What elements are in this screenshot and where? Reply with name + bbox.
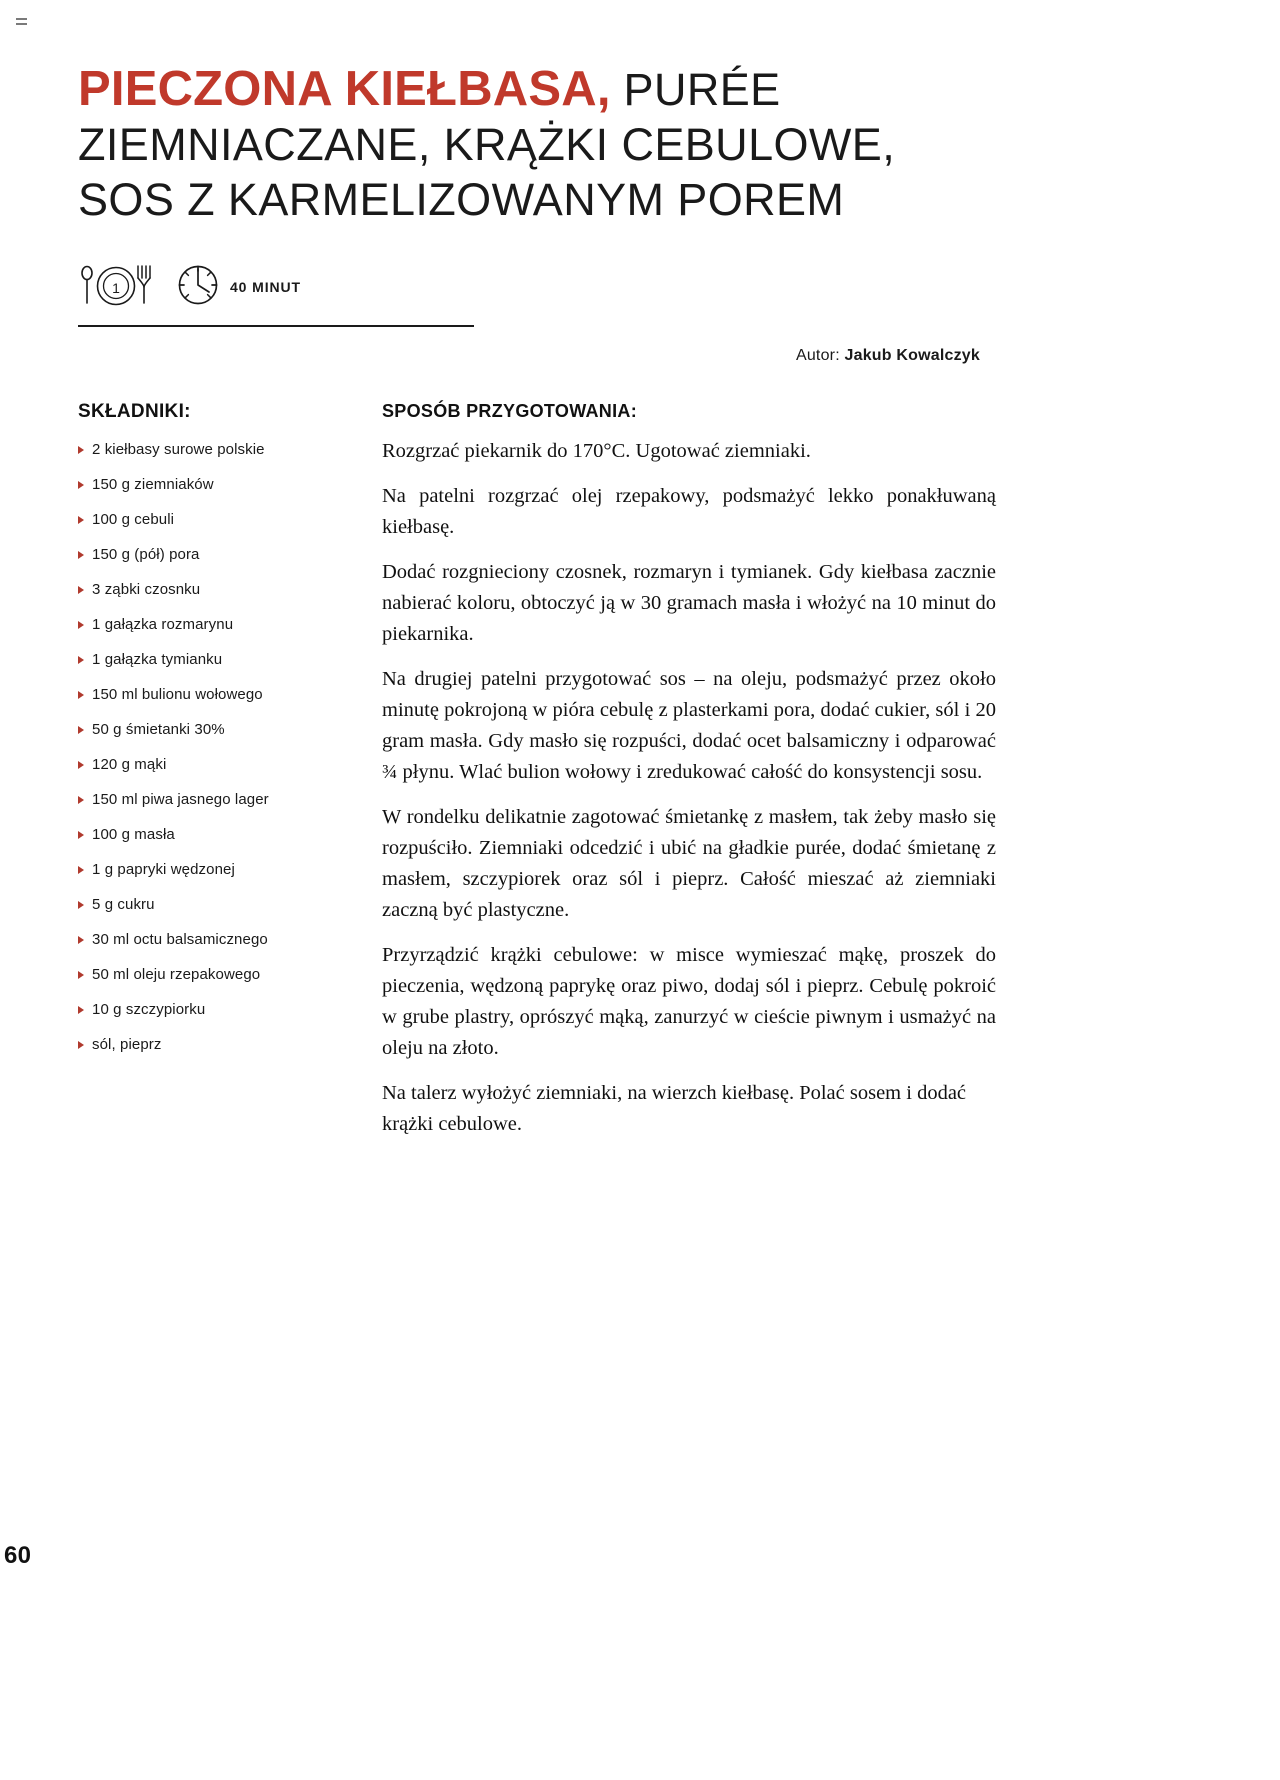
page-number: 60 [4,1542,32,1569]
page-title [78,62,998,227]
triangle-bullet-icon [78,551,84,559]
ingredients-list [78,441,374,1054]
triangle-bullet-icon [78,761,84,769]
ingredient-text: 150 g ziemniaków [92,476,214,493]
ingredient-text: 1 gałązka tymianku [92,651,223,668]
ingredient-text: 3 ząbki czosnku [92,581,201,598]
triangle-bullet-icon [78,516,84,524]
recipe-columns [78,401,1202,1154]
triangle-bullet-icon [78,621,84,629]
ingredient-text: 5 g cukru [92,896,155,913]
ingredients-heading: SKŁADNIKI: [78,401,191,422]
triangle-bullet-icon [78,481,84,489]
list-item [78,756,374,774]
ingredient-text: 1 gałązka rozmarynu [92,616,234,633]
triangle-bullet-icon [78,1041,84,1049]
preparation-step: Na drugiej patelni przygotować sos – na oleju, podsmażyć przez około minutę pokrojoną w pióra cebulę z plasterkami pora, dodać cukier, sól i 20 gram masła. Gdy masło się rozpuści, dodać ocet balsamiczny i odparować ¾ płynu. Wlać bulion wołowy i zredukować całość do konsystencji sosu. [382,668,996,783]
title-rest: PURÉE ZIEMNIACZANE, KRĄŻKI CEBULOWE, SOS Z KARMELIZOWANYM POREM [78,64,896,225]
triangle-bullet-icon [78,586,84,594]
preparation-step: Dodać rozgnieciony czosnek, rozmaryn i tymianek. Gdy kiełbasa zacznie nabierać koloru, obtoczyć ją w 30 gramach masła i włożyć na 10 minut do piekarnika. [382,561,996,645]
ingredient-text: 120 g mąki [92,756,167,773]
preparation-step: Rozgrzać piekarnik do 170°C. Ugotować ziemniaki. [382,440,811,462]
crop-mark-secondary-icon [16,23,27,25]
ingredient-text: 1 g papryki wędzonej [92,861,235,878]
list-item [78,721,374,739]
triangle-bullet-icon [78,1006,84,1014]
preparation-step: Na patelni rozgrzać olej rzepakowy, podsmażyć lekko ponakłuwaną kiełbasę. [382,485,996,538]
ingredient-text: 50 ml oleju rzepakowego [92,966,261,983]
triangle-bullet-icon [78,691,84,699]
triangle-bullet-icon [78,726,84,734]
list-item [78,1036,374,1054]
list-item [78,861,374,879]
ingredient-text: 150 ml piwa jasnego lager [92,791,269,808]
clock-icon [176,263,220,312]
page-content [78,0,1202,1154]
author-prefix: Autor: [795,347,840,364]
ingredient-text: 30 ml octu balsamicznego [92,931,268,948]
header-divider [78,325,474,327]
list-item [78,546,374,564]
list-item [78,686,374,704]
list-item [78,791,374,809]
ingredient-text: 150 ml bulionu wołowego [92,686,263,703]
preparation-heading: SPOSÓB PRZYGOTOWANIA: [382,401,637,421]
list-item [78,616,374,634]
author-name: Jakub Kowalczyk [844,347,980,364]
ingredient-text: 10 g szczypiorku [92,1001,206,1018]
cook-time-label: 40 MINUT [230,279,301,295]
triangle-bullet-icon [78,831,84,839]
ingredient-text: 100 g cebuli [92,511,175,528]
triangle-bullet-icon [78,901,84,909]
list-item [78,476,374,494]
header-divider-row [78,325,1202,379]
list-item [78,441,374,459]
preparation-step: Przyrządzić krążki cebulowe: w misce wymieszać mąkę, proszek do pieczenia, wędzoną paprykę oraz piwo, dodaj sól i pieprz. Cebulę pokroić w grube plastry, oprószyć mąką, zanurzyć w cieście piwnym i usmażyć na oleju na złoto. [382,944,996,1059]
ingredient-text: 100 g masła [92,826,175,843]
list-item [78,826,374,844]
preparation-step: Na talerz wyłożyć ziemniaki, na wierzch kiełbasę. Polać sosem i dodać krążki cebulowe. [382,1082,967,1135]
list-item [78,896,374,914]
servings-count: 1 [112,279,120,296]
triangle-bullet-icon [78,446,84,454]
ingredients-column [78,401,374,1154]
title-block [78,0,998,227]
title-highlight: PIECZONA KIEŁBASA, [78,62,611,116]
list-item [78,1001,374,1019]
list-item [78,511,374,529]
list-item [78,651,374,669]
triangle-bullet-icon [78,971,84,979]
list-item [78,966,374,984]
triangle-bullet-icon [78,866,84,874]
triangle-bullet-icon [78,936,84,944]
ingredient-text: sól, pieprz [92,1036,162,1053]
plate-cutlery-icon [78,263,156,312]
ingredient-text: 50 g śmietanki 30% [92,721,225,738]
recipe-meta-row [78,265,1202,309]
author-credit [796,347,980,365]
list-item [78,931,374,949]
preparation-column [382,401,996,1154]
list-item [78,581,374,599]
ingredient-text: 2 kiełbasy surowe polskie [92,441,265,458]
preparation-step: W rondelku delikatnie zagotować śmietankę z masłem, tak żeby masło się rozpuściło. Ziemniaki odcedzić i ubić na gładkie purée, dodać śmietanę z masłem, szczypiorek oraz sól i pieprz. Całość mieszać aż ziemniaki zaczną być plastyczne. [382,806,996,921]
ingredient-text: 150 g (pół) pora [92,546,200,563]
crop-mark-icon [16,18,27,20]
triangle-bullet-icon [78,796,84,804]
triangle-bullet-icon [78,656,84,664]
